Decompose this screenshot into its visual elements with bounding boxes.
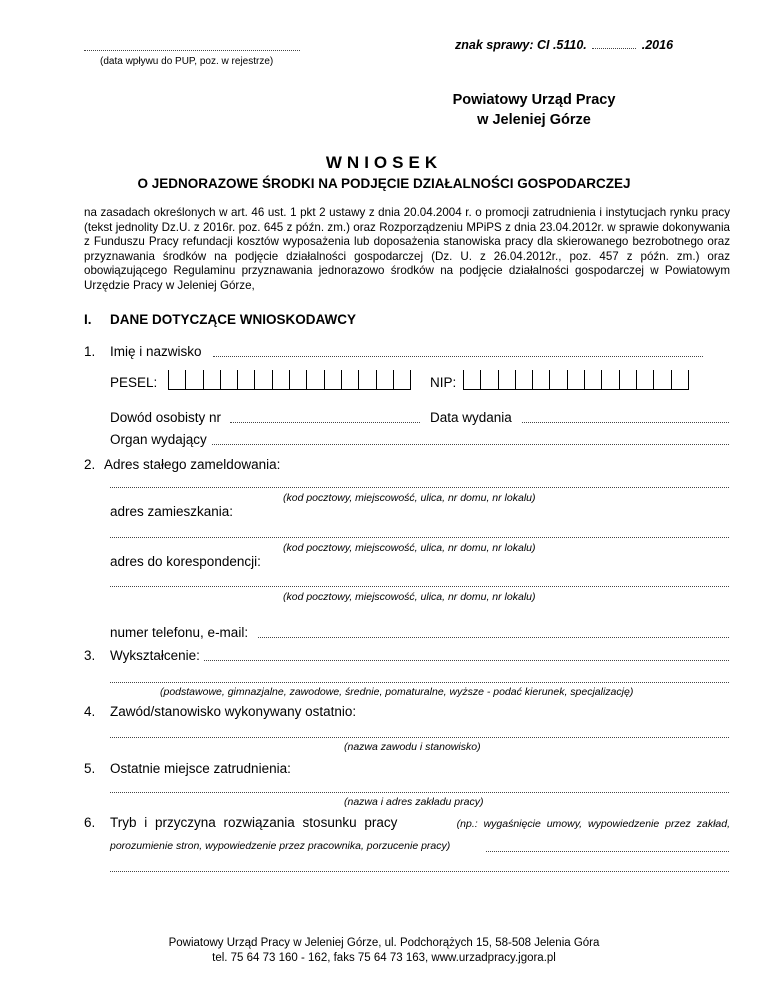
field-1-number: 1. xyxy=(84,344,96,359)
education-label: Wykształcenie: xyxy=(110,648,200,663)
issuer-label: Organ wydający xyxy=(110,432,207,447)
residence-field[interactable] xyxy=(110,537,729,538)
office-line-1: Powiatowy Urząd Pracy xyxy=(452,92,616,108)
education-hint: (podstawowe, gimnazjalne, zawodowe, średnie, pomaturalne, wyższe - podać kierunek, specjalizację) xyxy=(160,686,634,698)
termination-label: Tryb i przyczyna rozwiązania stosunku pracy xyxy=(110,815,398,830)
termination-field[interactable] xyxy=(486,851,729,852)
termination-row xyxy=(110,815,730,831)
nip-label: NIP: xyxy=(430,375,457,390)
section-title: DANE DOTYCZĄCE WNIOSKODAWCY xyxy=(110,312,356,327)
employer-field[interactable] xyxy=(110,792,729,793)
field-3-number: 3. xyxy=(84,648,96,663)
field-6-number: 6. xyxy=(84,815,96,830)
intake-caption: (data wpływu do PUP, poz. w rejestrze) xyxy=(100,56,274,67)
termination-hint-1: (np.: wygaśnięcie umowy, wypowiedzenie przez zakład, xyxy=(456,818,730,830)
residence-hint: (kod pocztowy, miejscowość, ulica, nr domu, nr lokalu) xyxy=(283,542,536,554)
pesel-boxes[interactable] xyxy=(168,370,411,390)
footer-address: Powiatowy Urząd Pracy w Jeleniej Górze, ul. Podchorążych 15, 58-508 Jelenia Góra xyxy=(168,937,600,949)
job-hint: (nazwa zawodu i stanowisko) xyxy=(344,741,481,753)
office-address xyxy=(384,90,684,130)
field-5-number: 5. xyxy=(84,761,96,776)
intake-date-line[interactable] xyxy=(84,50,300,51)
job-label: Zawód/stanowisko wykonywany ostatnio: xyxy=(110,704,357,719)
field-4-number: 4. xyxy=(84,704,96,719)
correspondence-field[interactable] xyxy=(110,586,729,587)
issue-date-label: Data wydania xyxy=(430,410,512,425)
correspondence-hint: (kod pocztowy, miejscowość, ulica, nr domu, nr lokalu) xyxy=(283,591,536,603)
education-field[interactable] xyxy=(204,660,729,661)
employer-hint: (nazwa i adres zakładu pracy) xyxy=(344,796,484,808)
footer-contact: tel. 75 64 73 160 - 162, faks 75 64 73 163, www.urzadpracy.jgora.pl xyxy=(212,952,556,964)
id-field[interactable] xyxy=(230,422,420,423)
address-label: Adres stałego zameldowania: xyxy=(104,457,281,472)
office-line-2: w Jeleniej Górze xyxy=(477,112,591,128)
id-label: Dowód osobisty nr xyxy=(110,410,222,425)
form-subtitle: O JEDNORAZOWE ŚRODKI NA PODJĘCIE DZIAŁALNOŚCI GOSPODARCZEJ xyxy=(137,176,631,191)
phone-label: numer telefonu, e-mail: xyxy=(110,625,249,640)
field-2-number: 2. xyxy=(84,457,96,472)
issuer-field[interactable] xyxy=(212,444,729,445)
residence-label: adres zamieszkania: xyxy=(110,504,234,519)
name-label: Imię i nazwisko xyxy=(110,344,202,359)
employer-label: Ostatnie miejsce zatrudnienia: xyxy=(110,761,291,776)
intro-paragraph: na zasadach określonych w art. 46 ust. 1 pkt 2 ustawy z dnia 20.04.2004 r. o promocji zatrudnienia i instytucjach rynku pracy (tekst jednolity Dz.U. z 2016r. poz. 645 z późn. zm.) oraz Rozporządzeniu MPiPS z dnia 23.04.2012r. w sprawie dokonywania z Funduszu Pracy refundacji kosztów wyposażenia lub doposażenia stanowiska pracy dla skierowanego bezrobotnego oraz przyznawania środków na podjęcie działalności gospodarczej (Dz. U. z 26.04.2012r., poz. 457 z późn. zm.) oraz obowiązującego Regulaminu przyznawania jednorazowo środków na podjęcie działalności gospodarczej w Powiatowym Urzędzie Pracy w Jeleniej Górze, xyxy=(84,206,730,292)
termination-field-2[interactable] xyxy=(110,871,729,872)
case-label: znak sprawy: CI .5110. xyxy=(455,38,587,52)
case-number xyxy=(455,38,673,52)
address-field[interactable] xyxy=(110,487,729,488)
address-hint: (kod pocztowy, miejscowość, ulica, nr domu, nr lokalu) xyxy=(283,492,536,504)
name-field[interactable] xyxy=(213,356,703,357)
case-suffix: .2016 xyxy=(641,38,674,52)
section-number: I. xyxy=(84,312,92,327)
case-number-blank[interactable] xyxy=(592,48,636,49)
phone-field[interactable] xyxy=(258,637,729,638)
termination-hint-2: porozumienie stron, wypowiedzenie przez pracownika, porzucenie pracy) xyxy=(110,840,451,852)
correspondence-label: adres do korespondencji: xyxy=(110,554,261,569)
pesel-label: PESEL: xyxy=(110,375,158,390)
nip-boxes[interactable] xyxy=(463,370,689,390)
education-field-2[interactable] xyxy=(110,682,729,683)
issue-date-field[interactable] xyxy=(522,422,729,423)
job-field[interactable] xyxy=(110,737,729,738)
footer xyxy=(0,936,768,966)
form-title: WNIOSEK xyxy=(325,153,443,172)
